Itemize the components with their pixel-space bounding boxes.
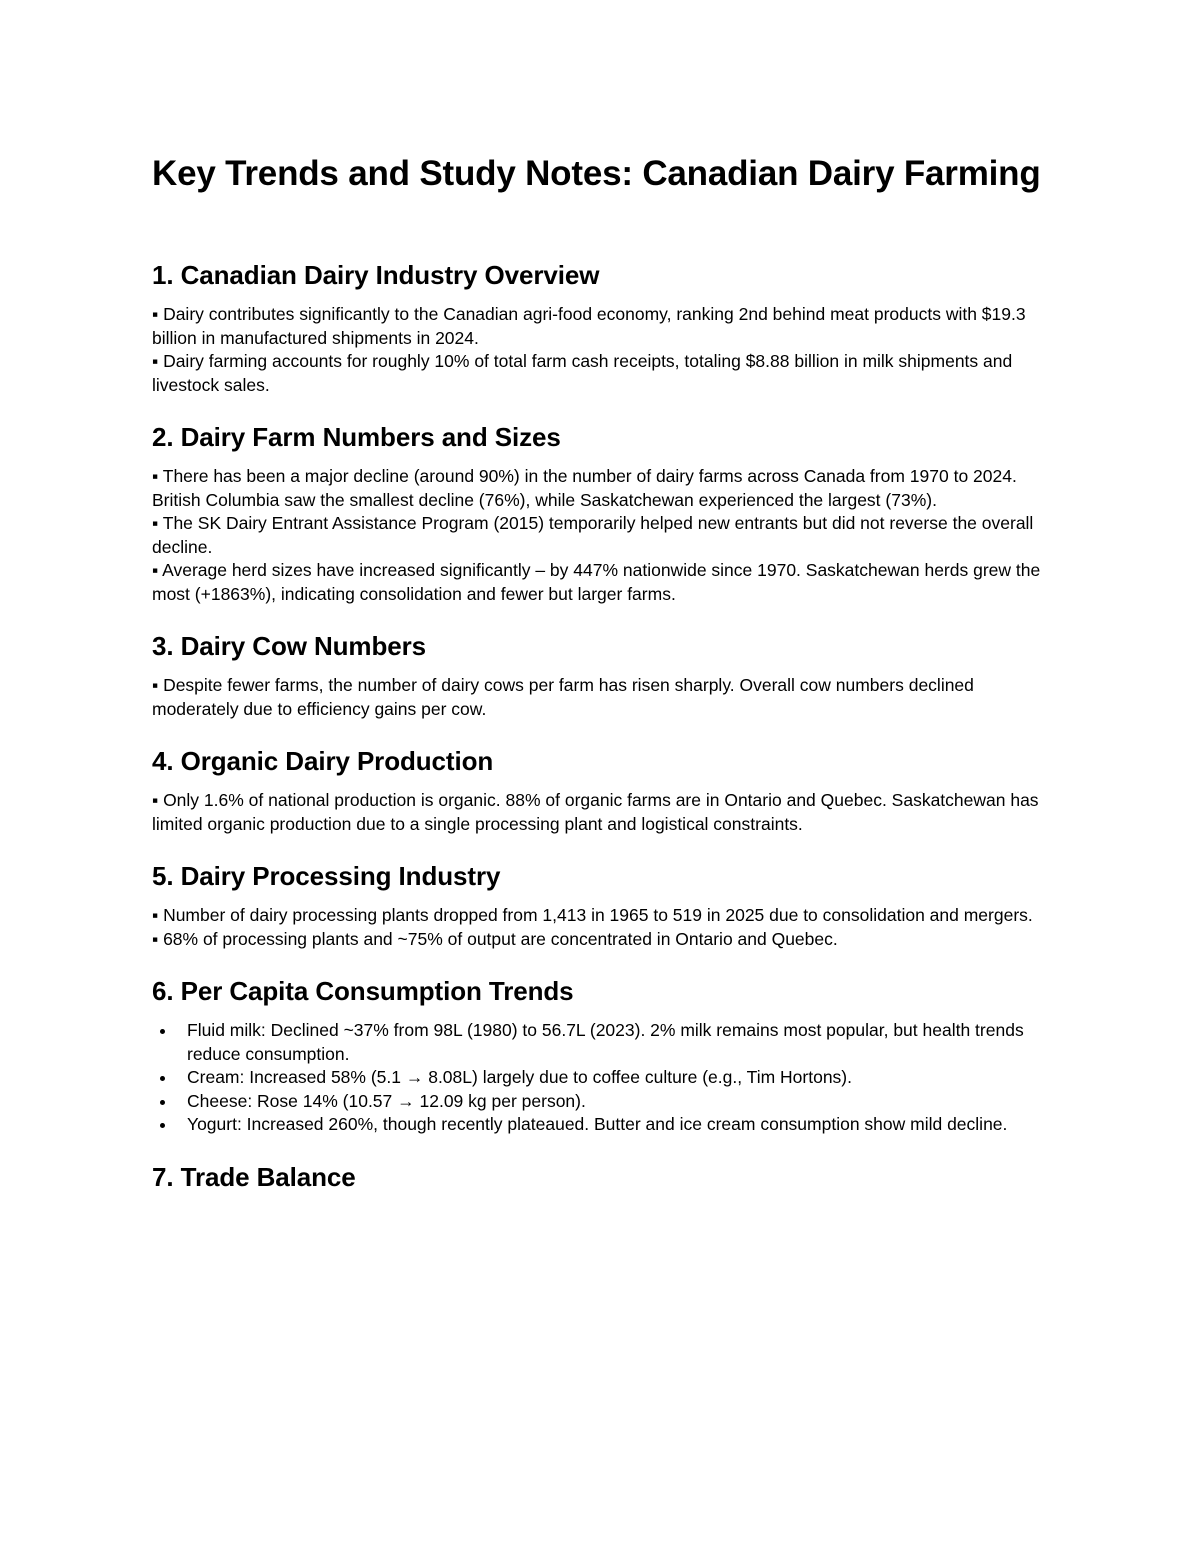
- section-farm-numbers: [152, 421, 1052, 606]
- section-line: ▪ There has been a major decline (around 90%) in the number of dairy farms across Canada from 1970 to 2024. British Columbia saw the smallest decline (76%), while Saskatchewan experienced the largest (73%).: [152, 466, 1017, 510]
- section-heading: 6. Per Capita Consumption Trends: [152, 976, 574, 1006]
- section-heading: 5. Dairy Processing Industry: [152, 861, 501, 891]
- section-line: ▪ Dairy farming accounts for roughly 10% of total farm cash receipts, totaling $8.88 billion in milk shipments and livestock sales.: [152, 351, 1013, 395]
- section-heading: 7. Trade Balance: [152, 1161, 356, 1192]
- document-page: [152, 152, 1052, 1217]
- section-heading: 1. Canadian Dairy Industry Overview: [152, 260, 600, 290]
- section-trade-balance: [152, 1161, 1052, 1193]
- section-line: ▪ The SK Dairy Entrant Assistance Program (2015) temporarily helped new entrants but did not reverse the overall decline.: [152, 513, 1034, 557]
- section-heading: 4. Organic Dairy Production: [152, 746, 494, 776]
- list-item: Fluid milk: Declined ~37% from 98L (1980) to 56.7L (2023). 2% milk remains most popular, but health trends reduce consumption.: [187, 1019, 1052, 1066]
- section-line: ▪ Despite fewer farms, the number of dairy cows per farm has risen sharply. Overall cow numbers declined moderately due to efficiency gains per cow.: [152, 675, 974, 719]
- section-heading: 3. Dairy Cow Numbers: [152, 631, 426, 661]
- consumption-list: [152, 1019, 1052, 1137]
- list-item: Cheese: Rose 14% (10.57 → 12.09 kg per person).: [187, 1090, 1052, 1114]
- section-heading: 2. Dairy Farm Numbers and Sizes: [152, 422, 561, 452]
- section-line: ▪ Average herd sizes have increased significantly – by 447% nationwide since 1970. Saskatchewan herds grew the most (+1863%), indicating consolidation and fewer but larger farms.: [152, 560, 1041, 604]
- list-item: Cream: Increased 58% (5.1 → 8.08L) largely due to coffee culture (e.g., Tim Hortons).: [187, 1066, 1052, 1090]
- section-organic-production: [152, 745, 1052, 836]
- section-processing-industry: [152, 860, 1052, 951]
- list-item: Yogurt: Increased 260%, though recently plateaued. Butter and ice cream consumption show mild decline.: [187, 1113, 1052, 1137]
- document-title: Key Trends and Study Notes: Canadian Dairy Farming: [152, 154, 1041, 193]
- section-line: ▪ Only 1.6% of national production is organic. 88% of organic farms are in Ontario and Quebec. Saskatchewan has limited organic production due to a single processing plant and logistical constraints.: [152, 790, 1039, 834]
- section-line: ▪ Number of dairy processing plants dropped from 1,413 in 1965 to 519 in 2025 due to consolidation and mergers.: [152, 905, 1033, 925]
- section-consumption-trends: [152, 975, 1052, 1137]
- section-cow-numbers: [152, 630, 1052, 721]
- section-line: ▪ 68% of processing plants and ~75% of output are concentrated in Ontario and Quebec.: [152, 928, 838, 949]
- section-industry-overview: [152, 259, 1052, 397]
- section-line: ▪ Dairy contributes significantly to the Canadian agri-food economy, ranking 2nd behind meat products with $19.3 billion in manufactured shipments in 2024.: [152, 304, 1026, 348]
